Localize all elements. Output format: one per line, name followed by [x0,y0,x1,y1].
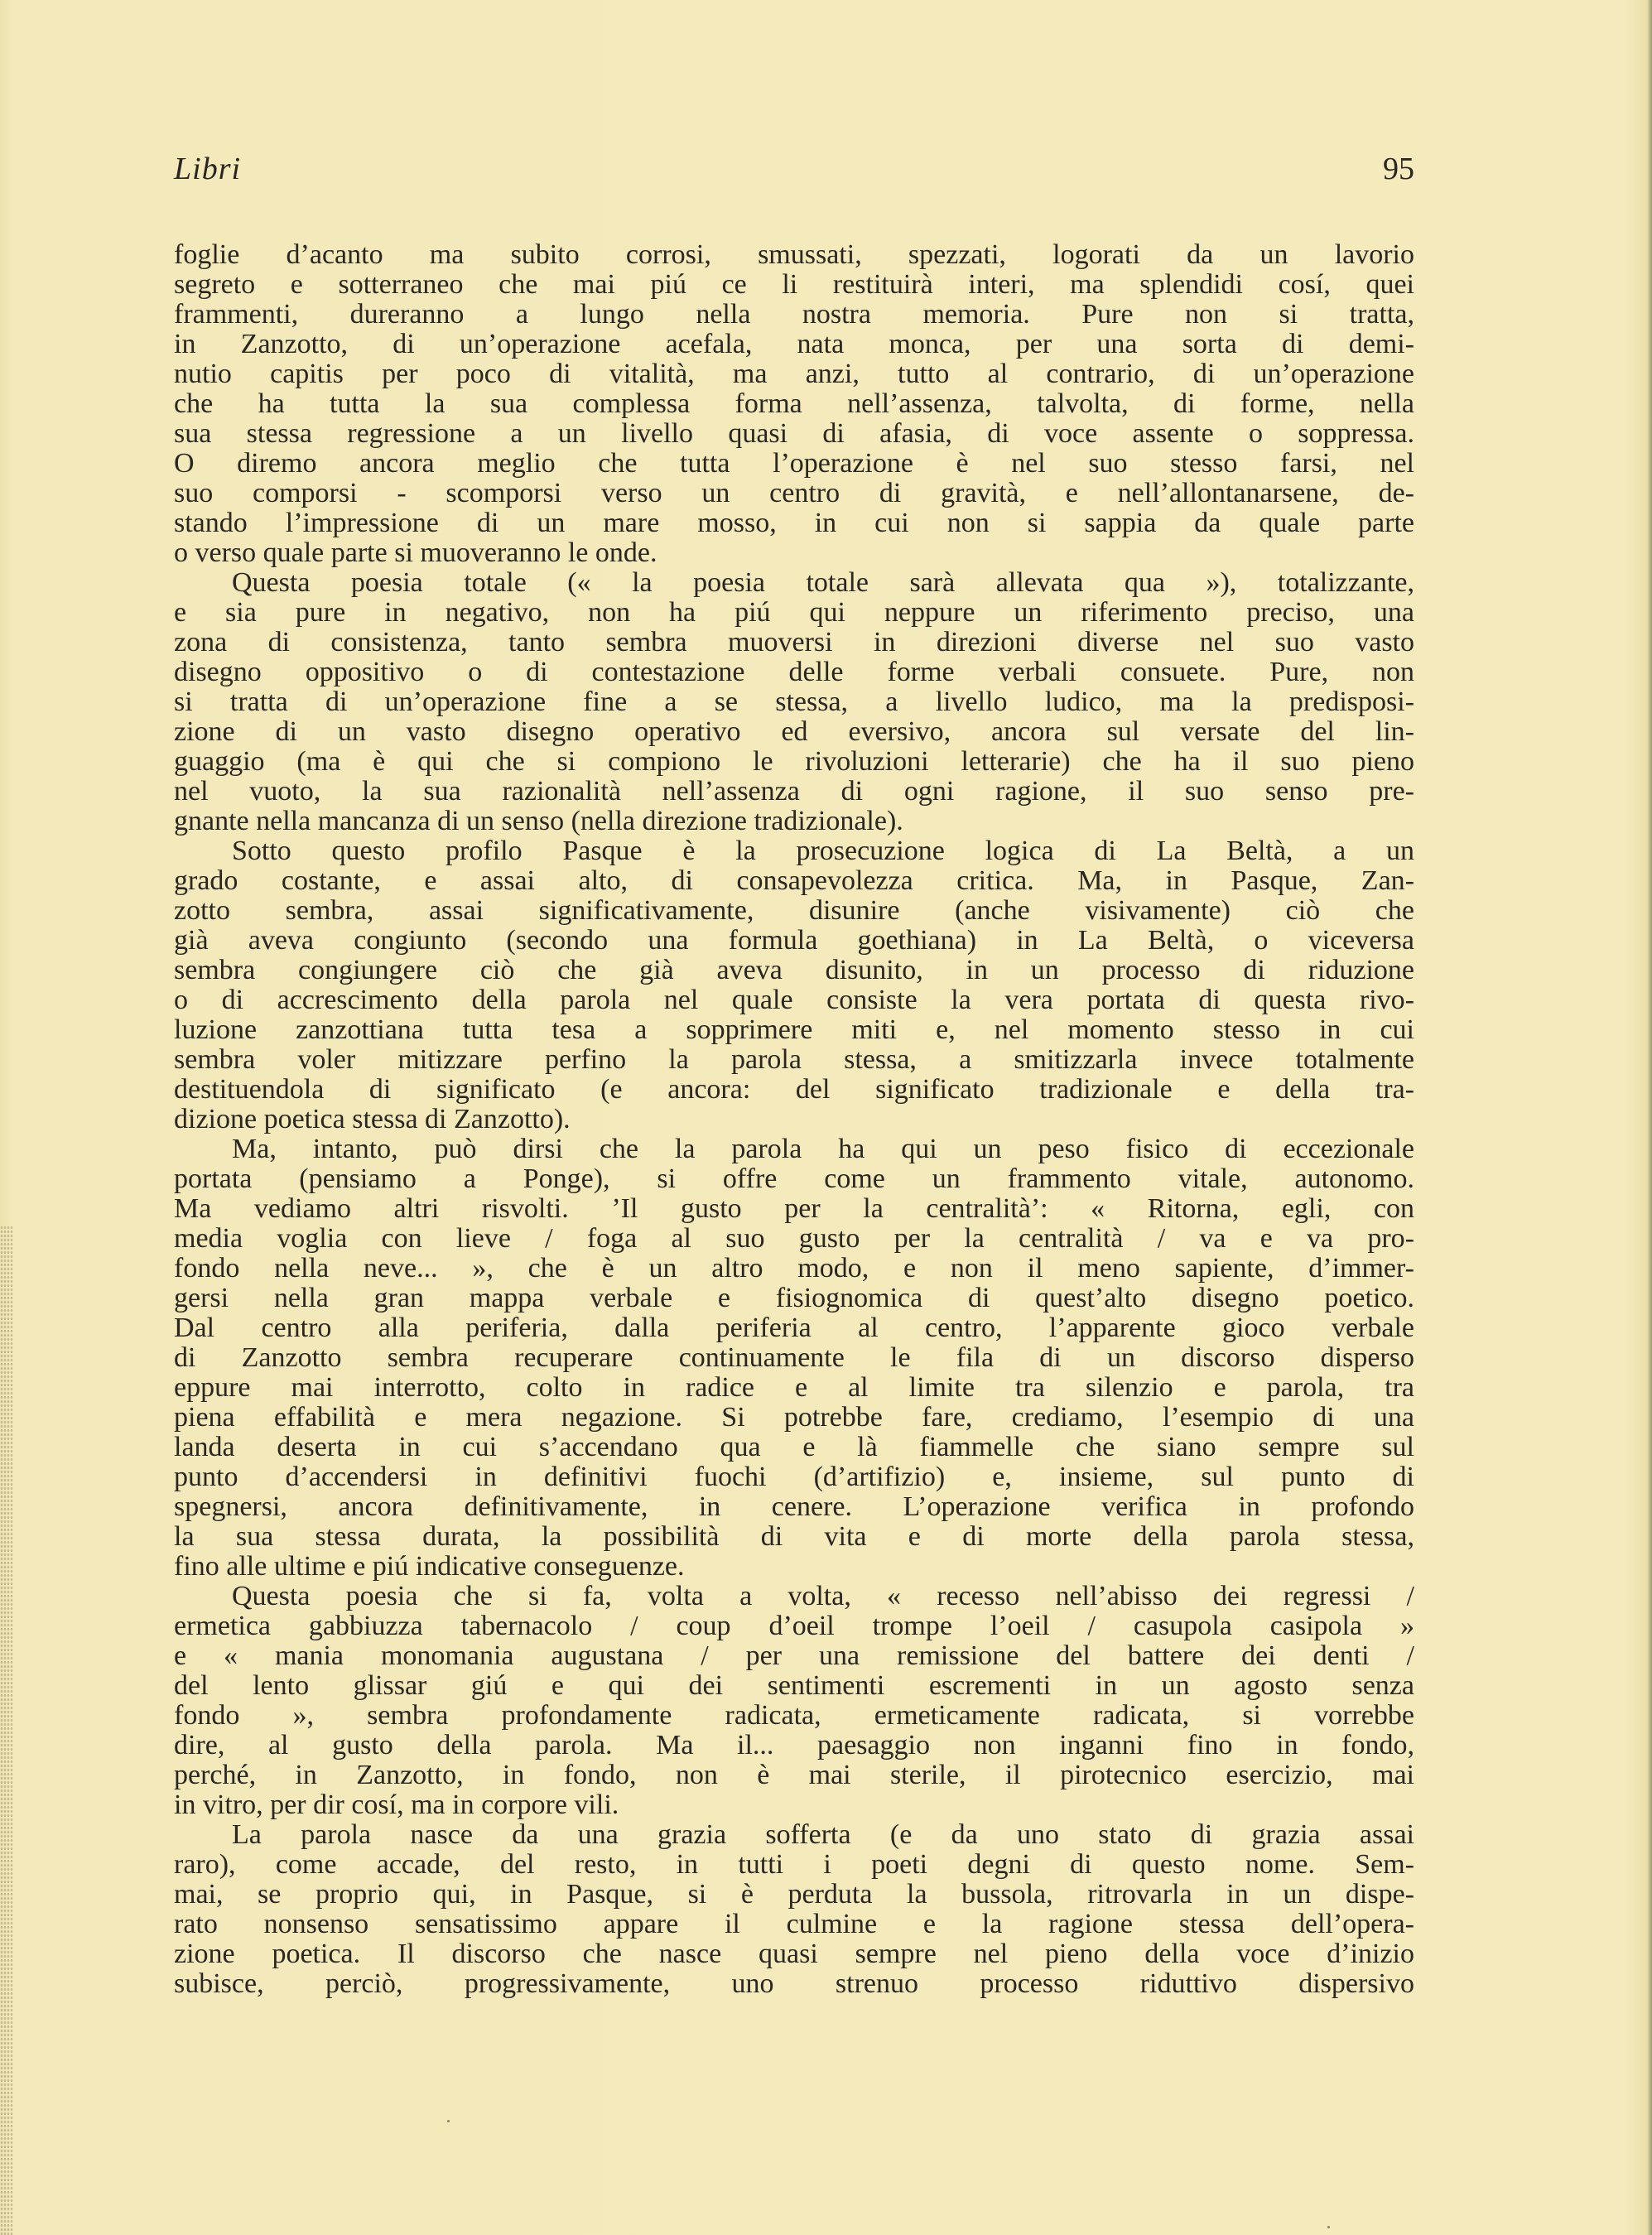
text-line: luzione zanzottiana tutta tesa a sopprimere miti e, nel momento stesso in cui [174,1015,1414,1045]
text-line: guaggio (ma è qui che si compiono le rivoluzioni letterarie) che ha il suo pieno [174,747,1414,777]
text-line: destituendola di significato (e ancora: del significato tradizionale e della tra- [174,1075,1414,1105]
text-line: punto d’accendersi in definitivi fuochi (d’artifizio) e, insieme, sul punto di [174,1462,1414,1492]
text-line: e sia pure in negativo, non ha piú qui neppure un riferimento preciso, una [174,598,1414,628]
scan-speck [447,2120,450,2122]
text-line: in Zanzotto, di un’operazione acefala, nata monca, per una sorta di demi- [174,330,1414,359]
page-header [174,151,1414,192]
text-line: La parola nasce da una grazia sofferta (e da uno stato di grazia assai [232,1820,1414,1850]
text-line: dizione poetica stessa di Zanzotto). [174,1105,571,1134]
text-line: che ha tutta la sua complessa forma nell’assenza, talvolta, di forme, nella [174,389,1414,419]
text-line: Sotto questo profilo Pasque è la prosecuzione logica di La Beltà, a un [232,836,1414,866]
text-line: media voglia con lieve / foga al suo gusto per la centralità / va e va pro- [174,1224,1414,1254]
text-line: nel vuoto, la sua razionalità nell’assenza di ogni ragione, il suo senso pre- [174,777,1414,807]
text-line: già aveva congiunto (secondo una formula goethiana) in La Beltà, o viceversa [174,926,1414,956]
text-line: grado costante, e assai alto, di consapevolezza critica. Ma, in Pasque, Zan- [174,866,1414,896]
text-line: suo comporsi - scomporsi verso un centro di gravità, e nell’allontanarsene, de- [174,479,1414,508]
text-line: zotto sembra, assai significativamente, disunire (anche visivamente) ciò che [174,896,1414,926]
text-line: sembra congiungere ciò che già aveva disunito, in un processo di riduzione [174,956,1414,985]
text-line: Questa poesia totale (« la poesia totale sarà allevata qua »), totalizzante, [232,568,1414,598]
text-line: portata (pensiamo a Ponge), si offre come un frammento vitale, autonomo. [174,1164,1414,1194]
text-line: Ma, intanto, può dirsi che la parola ha qui un peso fisico di eccezionale [232,1134,1414,1164]
text-line: raro), come accade, del resto, in tutti i poeti degni di questo nome. Sem- [174,1850,1414,1880]
text-line: disegno oppositivo o di contestazione delle forme verbali consuete. Pure, non [174,657,1414,687]
text-line: sembra voler mitizzare perfino la parola stessa, a smitizzarla invece totalmente [174,1045,1414,1075]
text-line: zione di un vasto disegno operativo ed eversivo, ancora sul versate del lin- [174,717,1414,747]
text-line: e « mania monomania augustana / per una remissione del battere dei denti / [174,1641,1414,1671]
text-line: sua stessa regressione a un livello quasi di afasia, di voce assente o soppressa. [174,419,1414,449]
text-line: nutio capitis per poco di vitalità, ma anzi, tutto al contrario, di un’operazione [174,359,1414,389]
text-line: piena effabilità e mera negazione. Si potrebbe fare, crediamo, l’esempio di una [174,1403,1414,1433]
text-line: o verso quale parte si muoveranno le onde. [174,538,657,568]
text-line: ermetica gabbiuzza tabernacolo / coup d’oeil trompe l’oeil / casupola casipola » [174,1611,1414,1641]
text-line: del lento glissar giú e qui dei sentimenti escrementi in un agosto senza [174,1671,1414,1701]
text-line: rato nonsenso sensatissimo appare il culmine e la ragione stessa dell’opera- [174,1910,1414,1939]
text-line: zona di consistenza, tanto sembra muoversi in direzioni diverse nel suo vasto [174,628,1414,657]
text-line: landa deserta in cui s’accendano qua e là fiammelle che siano sempre sul [174,1433,1414,1462]
text-line: Ma vediamo altri risvolti. ’Il gusto per la centralità’: « Ritorna, egli, con [174,1194,1414,1224]
text-line: O diremo ancora meglio che tutta l’operazione è nel suo stesso farsi, nel [174,449,1414,479]
text-line: dire, al gusto della parola. Ma il... paesaggio non inganni fino in fondo, [174,1731,1414,1761]
text-line: eppure mai interrotto, colto in radice e al limite tra silenzio e parola, tra [174,1373,1414,1403]
text-line: fondo nella neve... », che è un altro modo, e non il meno sapiente, d’immer- [174,1254,1414,1284]
text-line: fondo », sembra profondamente radicata, ermeticamente radicata, si vorrebbe [174,1701,1414,1731]
text-line: o di accrescimento della parola nel quale consiste la vera portata di questa rivo- [174,985,1414,1015]
text-line: foglie d’acanto ma subito corrosi, smussati, spezzati, logorati da un lavorio [174,240,1414,270]
text-line: Dal centro alla periferia, dalla periferia al centro, l’apparente gioco verbale [174,1313,1414,1343]
body-text [174,240,1414,1999]
text-line: frammenti, dureranno a lungo nella nostra memoria. Pure non si tratta, [174,300,1414,330]
text-line: spegnersi, ancora definitivamente, in cenere. L’operazione verifica in profondo [174,1492,1414,1522]
text-line: la sua stessa durata, la possibilità di vita e di morte della parola stessa, [174,1522,1414,1552]
text-line: si tratta di un’operazione fine a se stessa, a livello ludico, ma la predisposi- [174,687,1414,717]
page-number: 95 [1383,152,1414,186]
text-line: perché, in Zanzotto, in fondo, non è mai sterile, il pirotecnico esercizio, mai [174,1761,1414,1790]
text-line: fino alle ultime e piú indicative conseguenze. [174,1552,685,1582]
text-line: in vitro, per dir cosí, ma in corpore vili. [174,1790,619,1820]
text-line: subisce, perciò, progressivamente, uno strenuo processo riduttivo dispersivo [174,1969,1414,1999]
scan-edge-shadow [1647,0,1652,2235]
text-line: gersi nella gran mappa verbale e fisiognomica di quest’alto disegno poetico. [174,1284,1414,1313]
running-head: Libri [174,152,242,186]
text-line: segreto e sotterraneo che mai piú ce li restituirà interi, ma splendidi cosí, quei [174,270,1414,300]
text-line: stando l’impressione di un mare mosso, in cui non si sappia da quale parte [174,508,1414,538]
text-line: zione poetica. Il discorso che nasce quasi sempre nel pieno della voce d’inizio [174,1939,1414,1969]
scan-speck [1327,2226,1330,2228]
text-line: di Zanzotto sembra recuperare continuamente le fila di un discorso disperso [174,1343,1414,1373]
scan-edge-texture [0,1226,13,2235]
text-line: gnante nella mancanza di un senso (nella direzione tradizionale). [174,807,903,836]
text-line: Questa poesia che si fa, volta a volta, « recesso nell’abisso dei regressi / [232,1582,1414,1611]
text-line: mai, se proprio qui, in Pasque, si è perduta la bussola, ritrovarla in un dispe- [174,1880,1414,1910]
